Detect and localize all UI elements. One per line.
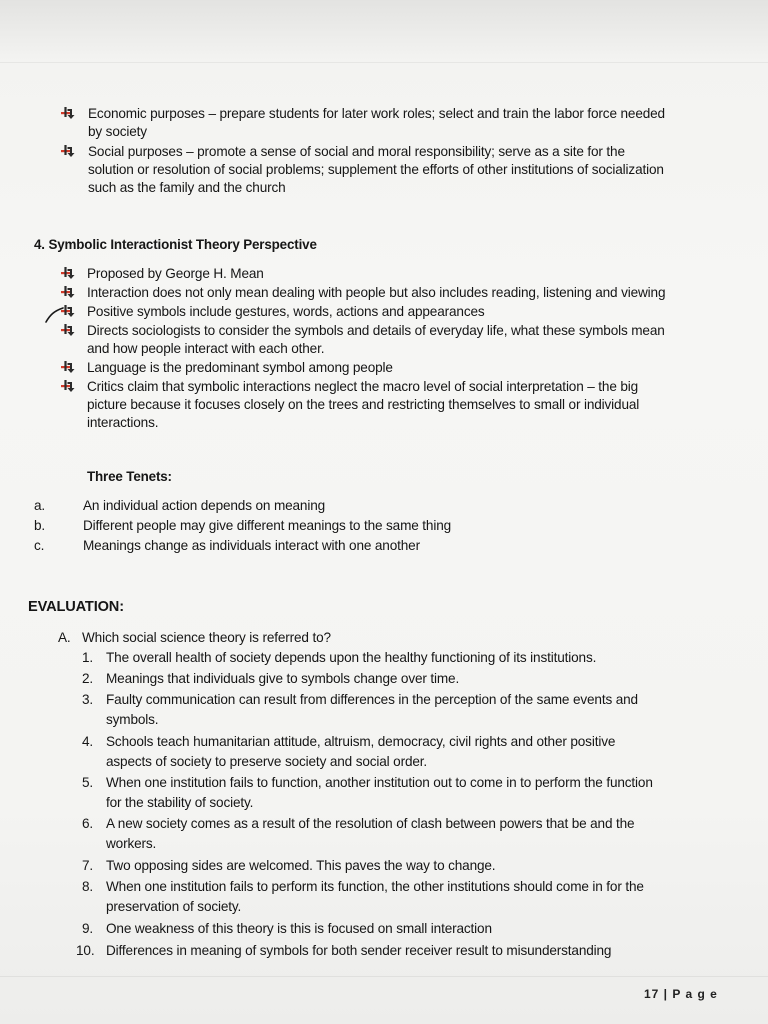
bullet-text-line: picture because it focuses closely on the trees and restricting themselves to small or individual xyxy=(87,397,640,412)
evaluation-item-text: Differences in meaning of symbols for both sender receiver result to misunderstanding xyxy=(106,943,612,958)
evaluation-item-text: Schools teach humanitarian attitude, altruism, democracy, civil rights and other positive xyxy=(106,734,616,749)
evaluation-part-text: Which social science theory is referred to? xyxy=(82,630,331,645)
bullet-text-line: Social purposes – promote a sense of social and moral responsibility; serve as a site for the xyxy=(88,144,625,159)
plus-down-arrow-bullet-icon xyxy=(60,360,76,374)
bullet-text-line: Directs sociologists to consider the symbols and details of everyday life, what these symbols mean xyxy=(87,323,665,338)
bullet-text-line: by society xyxy=(88,124,147,139)
plus-down-arrow-bullet-icon xyxy=(60,144,76,158)
evaluation-item-text: Faulty communication can result from differences in the perception of the same events and xyxy=(106,692,638,707)
evaluation-item-text: for the stability of society. xyxy=(106,795,254,810)
page-number: 17 | P a g e xyxy=(644,987,718,1001)
evaluation-item-marker: 4. xyxy=(82,734,94,749)
bullet-text-line: and how people interact with each other. xyxy=(87,341,325,356)
section-4-title: 4. Symbolic Interactionist Theory Perspective xyxy=(34,237,317,252)
evaluation-item-marker: 5. xyxy=(82,775,94,790)
scan-shadow-line xyxy=(0,62,768,63)
evaluation-title: EVALUATION: xyxy=(28,599,124,615)
evaluation-item-marker: 1. xyxy=(82,650,94,665)
bullet-text-line: Positive symbols include gestures, words, actions and appearances xyxy=(87,304,485,319)
plus-down-arrow-bullet-icon xyxy=(60,379,76,393)
tenet-text: Meanings change as individuals interact with one another xyxy=(83,538,420,553)
tenets-title: Three Tenets: xyxy=(87,469,172,484)
bullet-text-line: Proposed by George H. Mean xyxy=(87,266,264,281)
tenet-text: Different people may give different meanings to the same thing xyxy=(83,518,452,533)
evaluation-item-text: Meanings that individuals give to symbols change over time. xyxy=(106,671,460,686)
handwritten-check-mark-icon xyxy=(44,306,66,324)
evaluation-item-marker: 8. xyxy=(82,879,94,894)
evaluation-item-text: symbols. xyxy=(106,712,159,727)
evaluation-item-text: aspects of society to preserve society and social order. xyxy=(106,754,428,769)
evaluation-item-text: The overall health of society depends upon the healthy functioning of its institutions. xyxy=(106,650,597,665)
evaluation-item-text: Two opposing sides are welcomed. This paves the way to change. xyxy=(106,858,496,873)
tenet-marker: b. xyxy=(34,518,46,533)
evaluation-item-marker: 2. xyxy=(82,671,94,686)
tenet-text: An individual action depends on meaning xyxy=(83,498,326,513)
evaluation-item-marker: 10. xyxy=(76,943,95,958)
evaluation-item-text: preservation of society. xyxy=(106,899,242,914)
evaluation-part-marker: A. xyxy=(58,630,71,645)
evaluation-item-text: One weakness of this theory is this is focused on small interaction xyxy=(106,921,492,936)
evaluation-item-text: When one institution fails to perform its function, the other institutions should come in for the xyxy=(106,879,644,894)
bullet-text-line: such as the family and the church xyxy=(88,180,286,195)
evaluation-item-text: When one institution fails to function, another institution out to come in to perform the function xyxy=(106,775,653,790)
plus-down-arrow-bullet-icon xyxy=(60,106,76,120)
bullet-text-line: Interaction does not only mean dealing with people but also includes reading, listening and viewing xyxy=(87,285,666,300)
evaluation-item-marker: 6. xyxy=(82,816,94,831)
bullet-text-line: interactions. xyxy=(87,415,159,430)
evaluation-item-text: workers. xyxy=(106,836,157,851)
plus-down-arrow-bullet-icon xyxy=(60,266,76,280)
tenet-marker: a. xyxy=(34,498,46,513)
evaluation-item-marker: 9. xyxy=(82,921,94,936)
plus-down-arrow-bullet-icon xyxy=(60,285,76,299)
tenet-marker: c. xyxy=(34,538,45,553)
evaluation-item-text: A new society comes as a result of the resolution of clash between powers that be and the xyxy=(106,816,635,831)
bullet-text-line: Critics claim that symbolic interactions neglect the macro level of social interpretation – the big xyxy=(87,379,639,394)
evaluation-item-marker: 3. xyxy=(82,692,94,707)
bullet-text-line: solution or resolution of social problems; supplement the efforts of other institutions of socialization xyxy=(88,162,664,177)
footer-rule xyxy=(0,976,768,977)
plus-down-arrow-bullet-icon xyxy=(60,323,76,337)
bullet-text-line: Language is the predominant symbol among people xyxy=(87,360,393,375)
bullet-text-line: Economic purposes – prepare students for later work roles; select and train the labor force needed xyxy=(88,106,665,121)
evaluation-item-marker: 7. xyxy=(82,858,94,873)
